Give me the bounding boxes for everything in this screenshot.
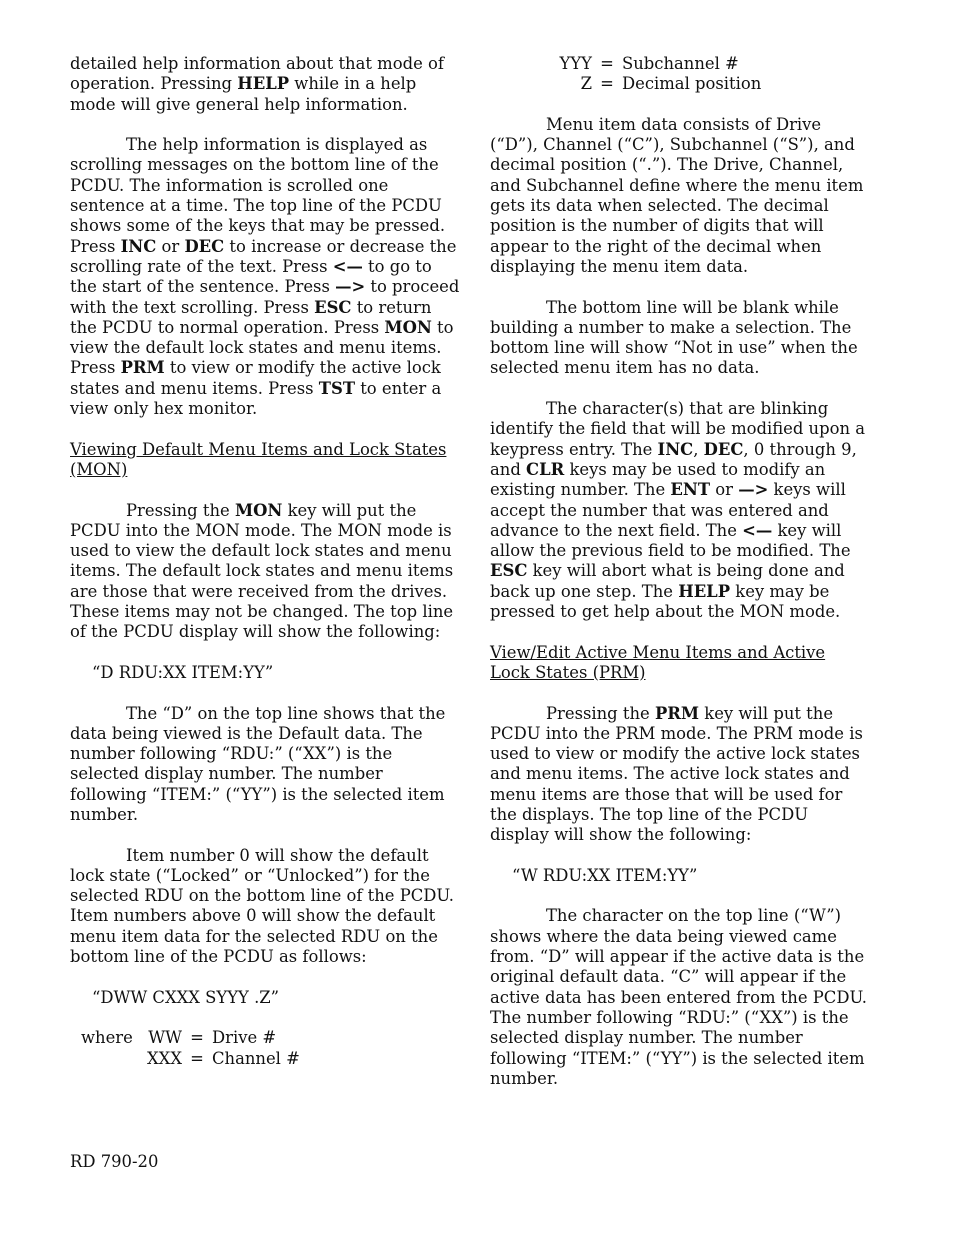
right-paragraph-1: Menu item data consists of Drive (“D”), Channel (“C”), Subchannel (“S”), and decimal position (“.”). The Drive, Channel, and Subchannel define where the menu item gets its data when selected. The decimal position is the number of digits that will appear to the right of the decimal when displaying the menu item data. (490, 114, 864, 276)
legend-row: YYY = Subchannel # (559, 54, 739, 73)
legend-row: XXX = Channel # (146, 1048, 300, 1068)
display-format-mon: “D RDU:XX ITEM:YY” (92, 662, 274, 682)
display-format-prm: “W RDU:XX ITEM:YY” (512, 865, 698, 885)
left-paragraph-4: The “D” on the top line shows that the data being viewed is the Default data. The number following “RDU:” (“XX”) is the selected display number. The number following “ITEM:” (“YY”) is the selected item number. (70, 703, 446, 824)
section-heading-prm: View/Edit Active Menu Items and Active Lock States (PRM) (490, 642, 826, 682)
page-footer: RD 790-20 (70, 1152, 159, 1171)
menu-item-format: “DWW CXXX SYYY .Z” (92, 987, 280, 1007)
left-paragraph-1: detailed help information about that mode of operation. Pressing HELP while in a help mode will give general help information. (70, 54, 444, 114)
left-paragraph-2: The help information is displayed as scrolling messages on the bottom line of the PCDU. The information is scrolled one sentence at a time. The top line of the PCDU shows some of the keys that may be pressed. Press INC or DEC to increase or decrease the scrolling rate of the text. Press <— to go to the start of the sentence. Press —> to proceed with the text scrolling. Press ESC to return the PCDU to normal operation. Press MON to view the default lock states and menu items. Press PRM to view or modify the active lock states and menu items. Press TST to enter a view only hex monitor. (70, 135, 460, 419)
section-heading-mon: Viewing Default Menu Items and Lock States (MON) (70, 439, 447, 479)
format-legend (70, 1028, 300, 1069)
right-column (490, 54, 870, 1109)
right-paragraph-5: The character on the top line (“W”) shows where the data being viewed came from. “D” will appear if the active data is the original default data. “C” will appear if the active data has been entered from the PCDU. The number following “RDU:” (“XX”) is the selected display number. The number following “ITEM:” (“YY”) is the selected item number. (490, 906, 867, 1088)
format-legend-continued (490, 54, 761, 95)
right-paragraph-3: The character(s) that are blinking identify the field that will be modified upon a keypress entry. The INC, DEC, 0 through 9, and CLR keys may be used to modify an existing number. The ENT or —> keys will accept the number that was entered and advance to the next field. The <— key will allow the previous field to be modified. The ESC key will abort what is being done and back up one step. The HELP key may be pressed to get help about the MON mode. (490, 399, 865, 622)
legend-row: Z = Decimal position (580, 74, 762, 94)
right-paragraph-4: Pressing the PRM key will put the PCDU into the PRM mode. The PRM mode is used to view or modify the active lock states and menu items. The active lock states and menu items are those that will be used for the displays. The top line of the PCDU display will show the following: (490, 703, 863, 845)
right-paragraph-2: The bottom line will be blank while building a number to make a selection. The bottom line will show “Not in use” when the selected menu item has no data. (490, 297, 858, 378)
legend-row: where WW = Drive # (81, 1028, 277, 1048)
left-paragraph-5: Item number 0 will show the default lock state (“Locked” or “Unlocked”) for the selected RDU on the bottom line of the PCDU. Item numbers above 0 will show the default menu item data for the selected RDU on the bottom line of the PCDU as follows: (70, 845, 454, 967)
left-paragraph-3: Pressing the MON key will put the PCDU into the MON mode. The MON mode is used to view the default lock states and menu items. The default lock states and menu items are those that were received from the drives. These items may not be changed. The top line of the PCDU display will show the following: (70, 500, 454, 642)
left-column (70, 54, 462, 1069)
